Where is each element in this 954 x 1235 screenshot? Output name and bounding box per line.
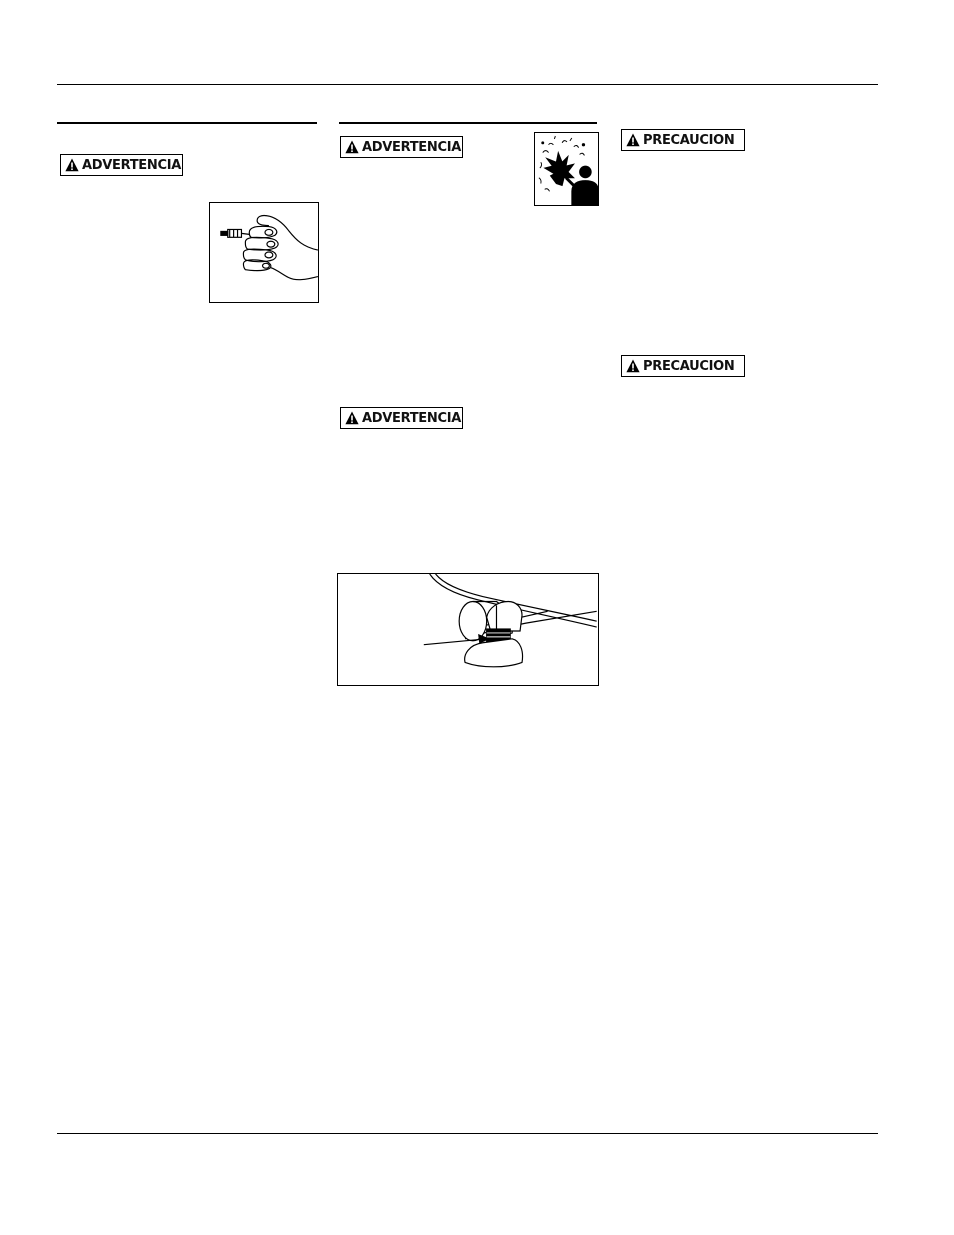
badge-label: PRECAUCION: [643, 358, 735, 374]
bottom-rule: [57, 1133, 878, 1134]
precaucion-badge-1: [621, 129, 745, 151]
warning-triangle-icon: [345, 140, 359, 154]
drain-valve-icon: [338, 574, 598, 685]
middle-column-rule: [339, 122, 597, 124]
warning-triangle-icon: [65, 158, 79, 172]
advertencia-badge-middle-2: [340, 407, 463, 429]
badge-label: ADVERTENCIA: [82, 157, 181, 173]
warning-triangle-icon: [626, 359, 640, 373]
warning-triangle-icon: [626, 133, 640, 147]
explosion-hazard-figure: [534, 132, 599, 206]
hand-air-nozzle-icon: [210, 203, 318, 302]
badge-label: ADVERTENCIA: [362, 139, 461, 155]
warning-triangle-icon: [345, 411, 359, 425]
badge-label: PRECAUCION: [643, 132, 735, 148]
badge-label: ADVERTENCIA: [362, 410, 461, 426]
explosion-hazard-icon: [535, 133, 598, 205]
drain-valve-figure: [337, 573, 599, 686]
advertencia-badge-left: [60, 154, 183, 176]
top-rule: [57, 84, 878, 85]
left-column-rule: [57, 122, 317, 124]
precaucion-badge-2: [621, 355, 745, 377]
advertencia-badge-middle-1: [340, 136, 463, 158]
hand-nozzle-figure: [209, 202, 319, 303]
